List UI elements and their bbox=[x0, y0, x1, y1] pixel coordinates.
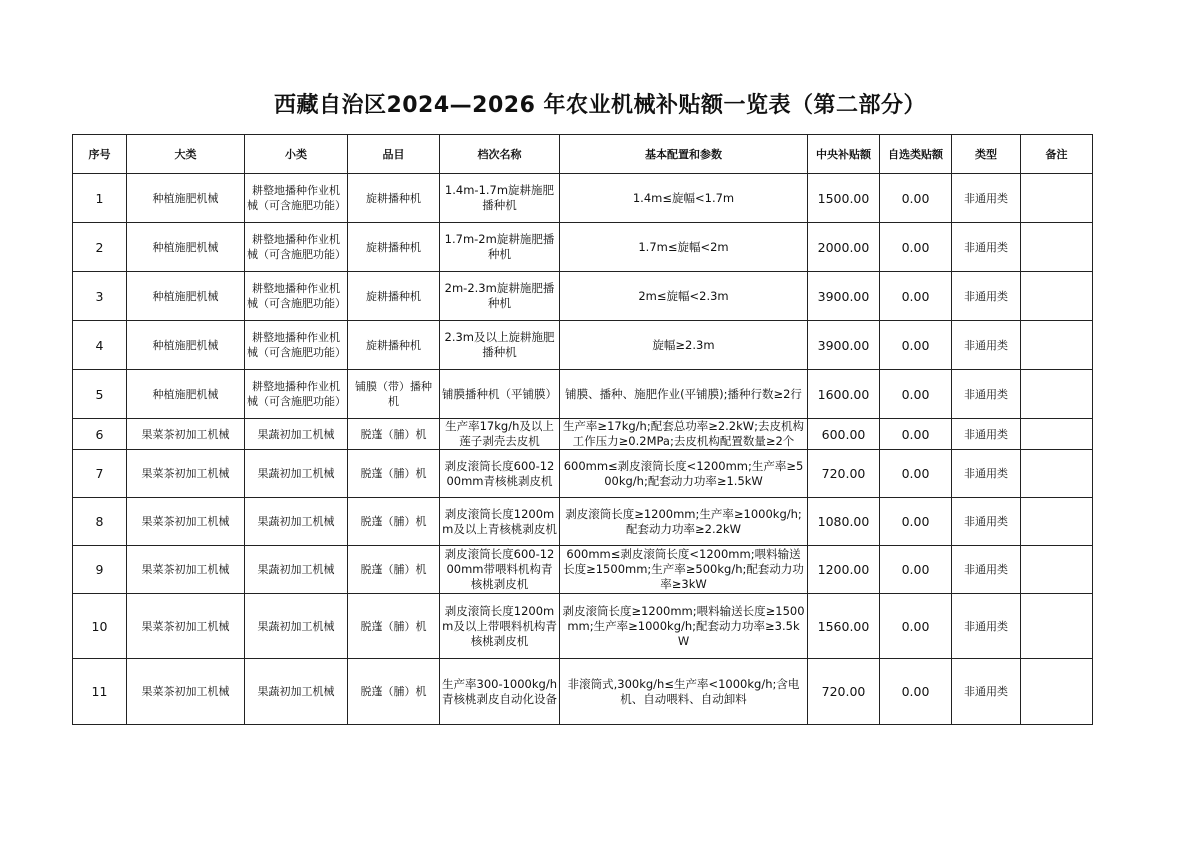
col-header-type: 类型 bbox=[952, 135, 1021, 174]
cell-subcategory: 果蔬初加工机械 bbox=[245, 594, 348, 659]
cell-grade: 铺膜播种机（平铺膜） bbox=[440, 370, 560, 419]
cell-grade: 剥皮滚筒长度1200mm及以上带喂料机构青核桃剥皮机 bbox=[440, 594, 560, 659]
cell-category: 种植施肥机械 bbox=[127, 272, 245, 321]
cell-type: 非通用类 bbox=[952, 546, 1021, 594]
col-header-subcategory: 小类 bbox=[245, 135, 348, 174]
cell-spec: 铺膜、播种、施肥作业(平铺膜);播种行数≥2行 bbox=[560, 370, 808, 419]
cell-remarks bbox=[1021, 450, 1093, 498]
table-row bbox=[73, 546, 1093, 594]
cell-spec: 生产率≥17kg/h;配套总功率≥2.2kW;去皮机构工作压力≥0.2MPa;去皮机构配置数量≥2个 bbox=[560, 419, 808, 450]
cell-optional-subsidy: 0.00 bbox=[880, 450, 952, 498]
table-row bbox=[73, 272, 1093, 321]
cell-seq: 3 bbox=[73, 272, 127, 321]
cell-grade: 生产率17kg/h及以上莲子剥壳去皮机 bbox=[440, 419, 560, 450]
cell-spec: 旋幅≥2.3m bbox=[560, 321, 808, 370]
cell-type: 非通用类 bbox=[952, 594, 1021, 659]
table-row bbox=[73, 174, 1093, 223]
cell-remarks bbox=[1021, 223, 1093, 272]
cell-optional-subsidy: 0.00 bbox=[880, 223, 952, 272]
cell-remarks bbox=[1021, 594, 1093, 659]
cell-item: 旋耕播种机 bbox=[348, 272, 440, 321]
cell-type: 非通用类 bbox=[952, 419, 1021, 450]
col-header-grade: 档次名称 bbox=[440, 135, 560, 174]
cell-central-subsidy: 1600.00 bbox=[808, 370, 880, 419]
cell-seq: 4 bbox=[73, 321, 127, 370]
cell-central-subsidy: 3900.00 bbox=[808, 321, 880, 370]
cell-spec: 600mm≤剥皮滚筒长度<1200mm;喂料输送长度≥1500mm;生产率≥500kg/h;配套动力功率≥3kW bbox=[560, 546, 808, 594]
cell-subcategory: 耕整地播种作业机械（可含施肥功能） bbox=[245, 174, 348, 223]
cell-optional-subsidy: 0.00 bbox=[880, 594, 952, 659]
cell-central-subsidy: 1200.00 bbox=[808, 546, 880, 594]
col-header-spec: 基本配置和参数 bbox=[560, 135, 808, 174]
cell-seq: 2 bbox=[73, 223, 127, 272]
col-header-optional-subsidy: 自选类贴额 bbox=[880, 135, 952, 174]
cell-seq: 5 bbox=[73, 370, 127, 419]
cell-subcategory: 耕整地播种作业机械（可含施肥功能） bbox=[245, 272, 348, 321]
col-header-seq: 序号 bbox=[73, 135, 127, 174]
cell-item: 旋耕播种机 bbox=[348, 223, 440, 272]
cell-subcategory: 果蔬初加工机械 bbox=[245, 546, 348, 594]
cell-seq: 9 bbox=[73, 546, 127, 594]
cell-subcategory: 耕整地播种作业机械（可含施肥功能） bbox=[245, 223, 348, 272]
cell-subcategory: 果蔬初加工机械 bbox=[245, 659, 348, 725]
cell-optional-subsidy: 0.00 bbox=[880, 546, 952, 594]
cell-subcategory: 耕整地播种作业机械（可含施肥功能） bbox=[245, 321, 348, 370]
cell-spec: 剥皮滚筒长度≥1200mm;生产率≥1000kg/h;配套动力功率≥2.2kW bbox=[560, 498, 808, 546]
cell-remarks bbox=[1021, 370, 1093, 419]
cell-grade: 1.4m-1.7m旋耕施肥播种机 bbox=[440, 174, 560, 223]
cell-seq: 1 bbox=[73, 174, 127, 223]
cell-central-subsidy: 1560.00 bbox=[808, 594, 880, 659]
table-row bbox=[73, 498, 1093, 546]
cell-optional-subsidy: 0.00 bbox=[880, 370, 952, 419]
cell-optional-subsidy: 0.00 bbox=[880, 272, 952, 321]
cell-optional-subsidy: 0.00 bbox=[880, 659, 952, 725]
cell-remarks bbox=[1021, 321, 1093, 370]
cell-spec: 1.4m≤旋幅<1.7m bbox=[560, 174, 808, 223]
cell-category: 果菜茶初加工机械 bbox=[127, 594, 245, 659]
cell-remarks bbox=[1021, 546, 1093, 594]
cell-grade: 1.7m-2m旋耕施肥播种机 bbox=[440, 223, 560, 272]
cell-seq: 10 bbox=[73, 594, 127, 659]
cell-category: 种植施肥机械 bbox=[127, 223, 245, 272]
cell-central-subsidy: 3900.00 bbox=[808, 272, 880, 321]
cell-category: 种植施肥机械 bbox=[127, 370, 245, 419]
cell-remarks bbox=[1021, 174, 1093, 223]
cell-type: 非通用类 bbox=[952, 450, 1021, 498]
cell-grade: 剥皮滚筒长度600-1200mm带喂料机构青核桃剥皮机 bbox=[440, 546, 560, 594]
cell-type: 非通用类 bbox=[952, 498, 1021, 546]
cell-type: 非通用类 bbox=[952, 223, 1021, 272]
table-row bbox=[73, 659, 1093, 725]
cell-item: 脱蓬（脯）机 bbox=[348, 546, 440, 594]
cell-central-subsidy: 720.00 bbox=[808, 659, 880, 725]
cell-optional-subsidy: 0.00 bbox=[880, 321, 952, 370]
cell-type: 非通用类 bbox=[952, 370, 1021, 419]
cell-optional-subsidy: 0.00 bbox=[880, 498, 952, 546]
cell-seq: 6 bbox=[73, 419, 127, 450]
cell-grade: 2m-2.3m旋耕施肥播种机 bbox=[440, 272, 560, 321]
cell-grade: 2.3m及以上旋耕施肥播种机 bbox=[440, 321, 560, 370]
cell-subcategory: 果蔬初加工机械 bbox=[245, 450, 348, 498]
cell-item: 脱蓬（脯）机 bbox=[348, 450, 440, 498]
table-row bbox=[73, 594, 1093, 659]
col-header-item: 品目 bbox=[348, 135, 440, 174]
cell-remarks bbox=[1021, 272, 1093, 321]
cell-optional-subsidy: 0.00 bbox=[880, 174, 952, 223]
cell-type: 非通用类 bbox=[952, 659, 1021, 725]
cell-seq: 11 bbox=[73, 659, 127, 725]
cell-subcategory: 果蔬初加工机械 bbox=[245, 419, 348, 450]
cell-category: 种植施肥机械 bbox=[127, 321, 245, 370]
cell-remarks bbox=[1021, 659, 1093, 725]
table-row bbox=[73, 370, 1093, 419]
cell-type: 非通用类 bbox=[952, 321, 1021, 370]
cell-item: 脱蓬（脯）机 bbox=[348, 659, 440, 725]
cell-grade: 剥皮滚筒长度600-1200mm青核桃剥皮机 bbox=[440, 450, 560, 498]
cell-category: 果菜茶初加工机械 bbox=[127, 659, 245, 725]
cell-central-subsidy: 720.00 bbox=[808, 450, 880, 498]
cell-item: 脱蓬（脯）机 bbox=[348, 419, 440, 450]
cell-item: 脱蓬（脯）机 bbox=[348, 498, 440, 546]
cell-subcategory: 耕整地播种作业机械（可含施肥功能） bbox=[245, 370, 348, 419]
cell-central-subsidy: 1500.00 bbox=[808, 174, 880, 223]
cell-spec: 2m≤旋幅<2.3m bbox=[560, 272, 808, 321]
cell-spec: 剥皮滚筒长度≥1200mm;喂料输送长度≥1500mm;生产率≥1000kg/h;配套动力功率≥3.5kW bbox=[560, 594, 808, 659]
subsidy-table bbox=[72, 134, 1093, 725]
page-title: 西藏自治区2024—2026 年农业机械补贴额一览表（第二部分） bbox=[273, 93, 927, 118]
cell-grade: 生产率300-1000kg/h青核桃剥皮自动化设备 bbox=[440, 659, 560, 725]
cell-category: 果菜茶初加工机械 bbox=[127, 498, 245, 546]
cell-item: 旋耕播种机 bbox=[348, 174, 440, 223]
col-header-central-subsidy: 中央补贴额 bbox=[808, 135, 880, 174]
cell-item: 脱蓬（脯）机 bbox=[348, 594, 440, 659]
cell-item: 铺膜（带）播种机 bbox=[348, 370, 440, 419]
cell-seq: 8 bbox=[73, 498, 127, 546]
header-row bbox=[73, 135, 1093, 174]
cell-seq: 7 bbox=[73, 450, 127, 498]
cell-central-subsidy: 600.00 bbox=[808, 419, 880, 450]
table-row bbox=[73, 223, 1093, 272]
col-header-category: 大类 bbox=[127, 135, 245, 174]
cell-item: 旋耕播种机 bbox=[348, 321, 440, 370]
cell-remarks bbox=[1021, 498, 1093, 546]
cell-spec: 非滚筒式,300kg/h≤生产率<1000kg/h;含电机、自动喂料、自动卸料 bbox=[560, 659, 808, 725]
cell-category: 果菜茶初加工机械 bbox=[127, 419, 245, 450]
cell-central-subsidy: 1080.00 bbox=[808, 498, 880, 546]
cell-optional-subsidy: 0.00 bbox=[880, 419, 952, 450]
cell-spec: 600mm≤剥皮滚筒长度<1200mm;生产率≥500kg/h;配套动力功率≥1.5kW bbox=[560, 450, 808, 498]
table-row bbox=[73, 450, 1093, 498]
cell-category: 果菜茶初加工机械 bbox=[127, 546, 245, 594]
table-row bbox=[73, 321, 1093, 370]
cell-spec: 1.7m≤旋幅<2m bbox=[560, 223, 808, 272]
col-header-remarks: 备注 bbox=[1021, 135, 1093, 174]
table-row bbox=[73, 419, 1093, 450]
cell-central-subsidy: 2000.00 bbox=[808, 223, 880, 272]
cell-type: 非通用类 bbox=[952, 174, 1021, 223]
cell-type: 非通用类 bbox=[952, 272, 1021, 321]
cell-grade: 剥皮滚筒长度1200mm及以上青核桃剥皮机 bbox=[440, 498, 560, 546]
cell-subcategory: 果蔬初加工机械 bbox=[245, 498, 348, 546]
cell-category: 果菜茶初加工机械 bbox=[127, 450, 245, 498]
cell-remarks bbox=[1021, 419, 1093, 450]
cell-category: 种植施肥机械 bbox=[127, 174, 245, 223]
